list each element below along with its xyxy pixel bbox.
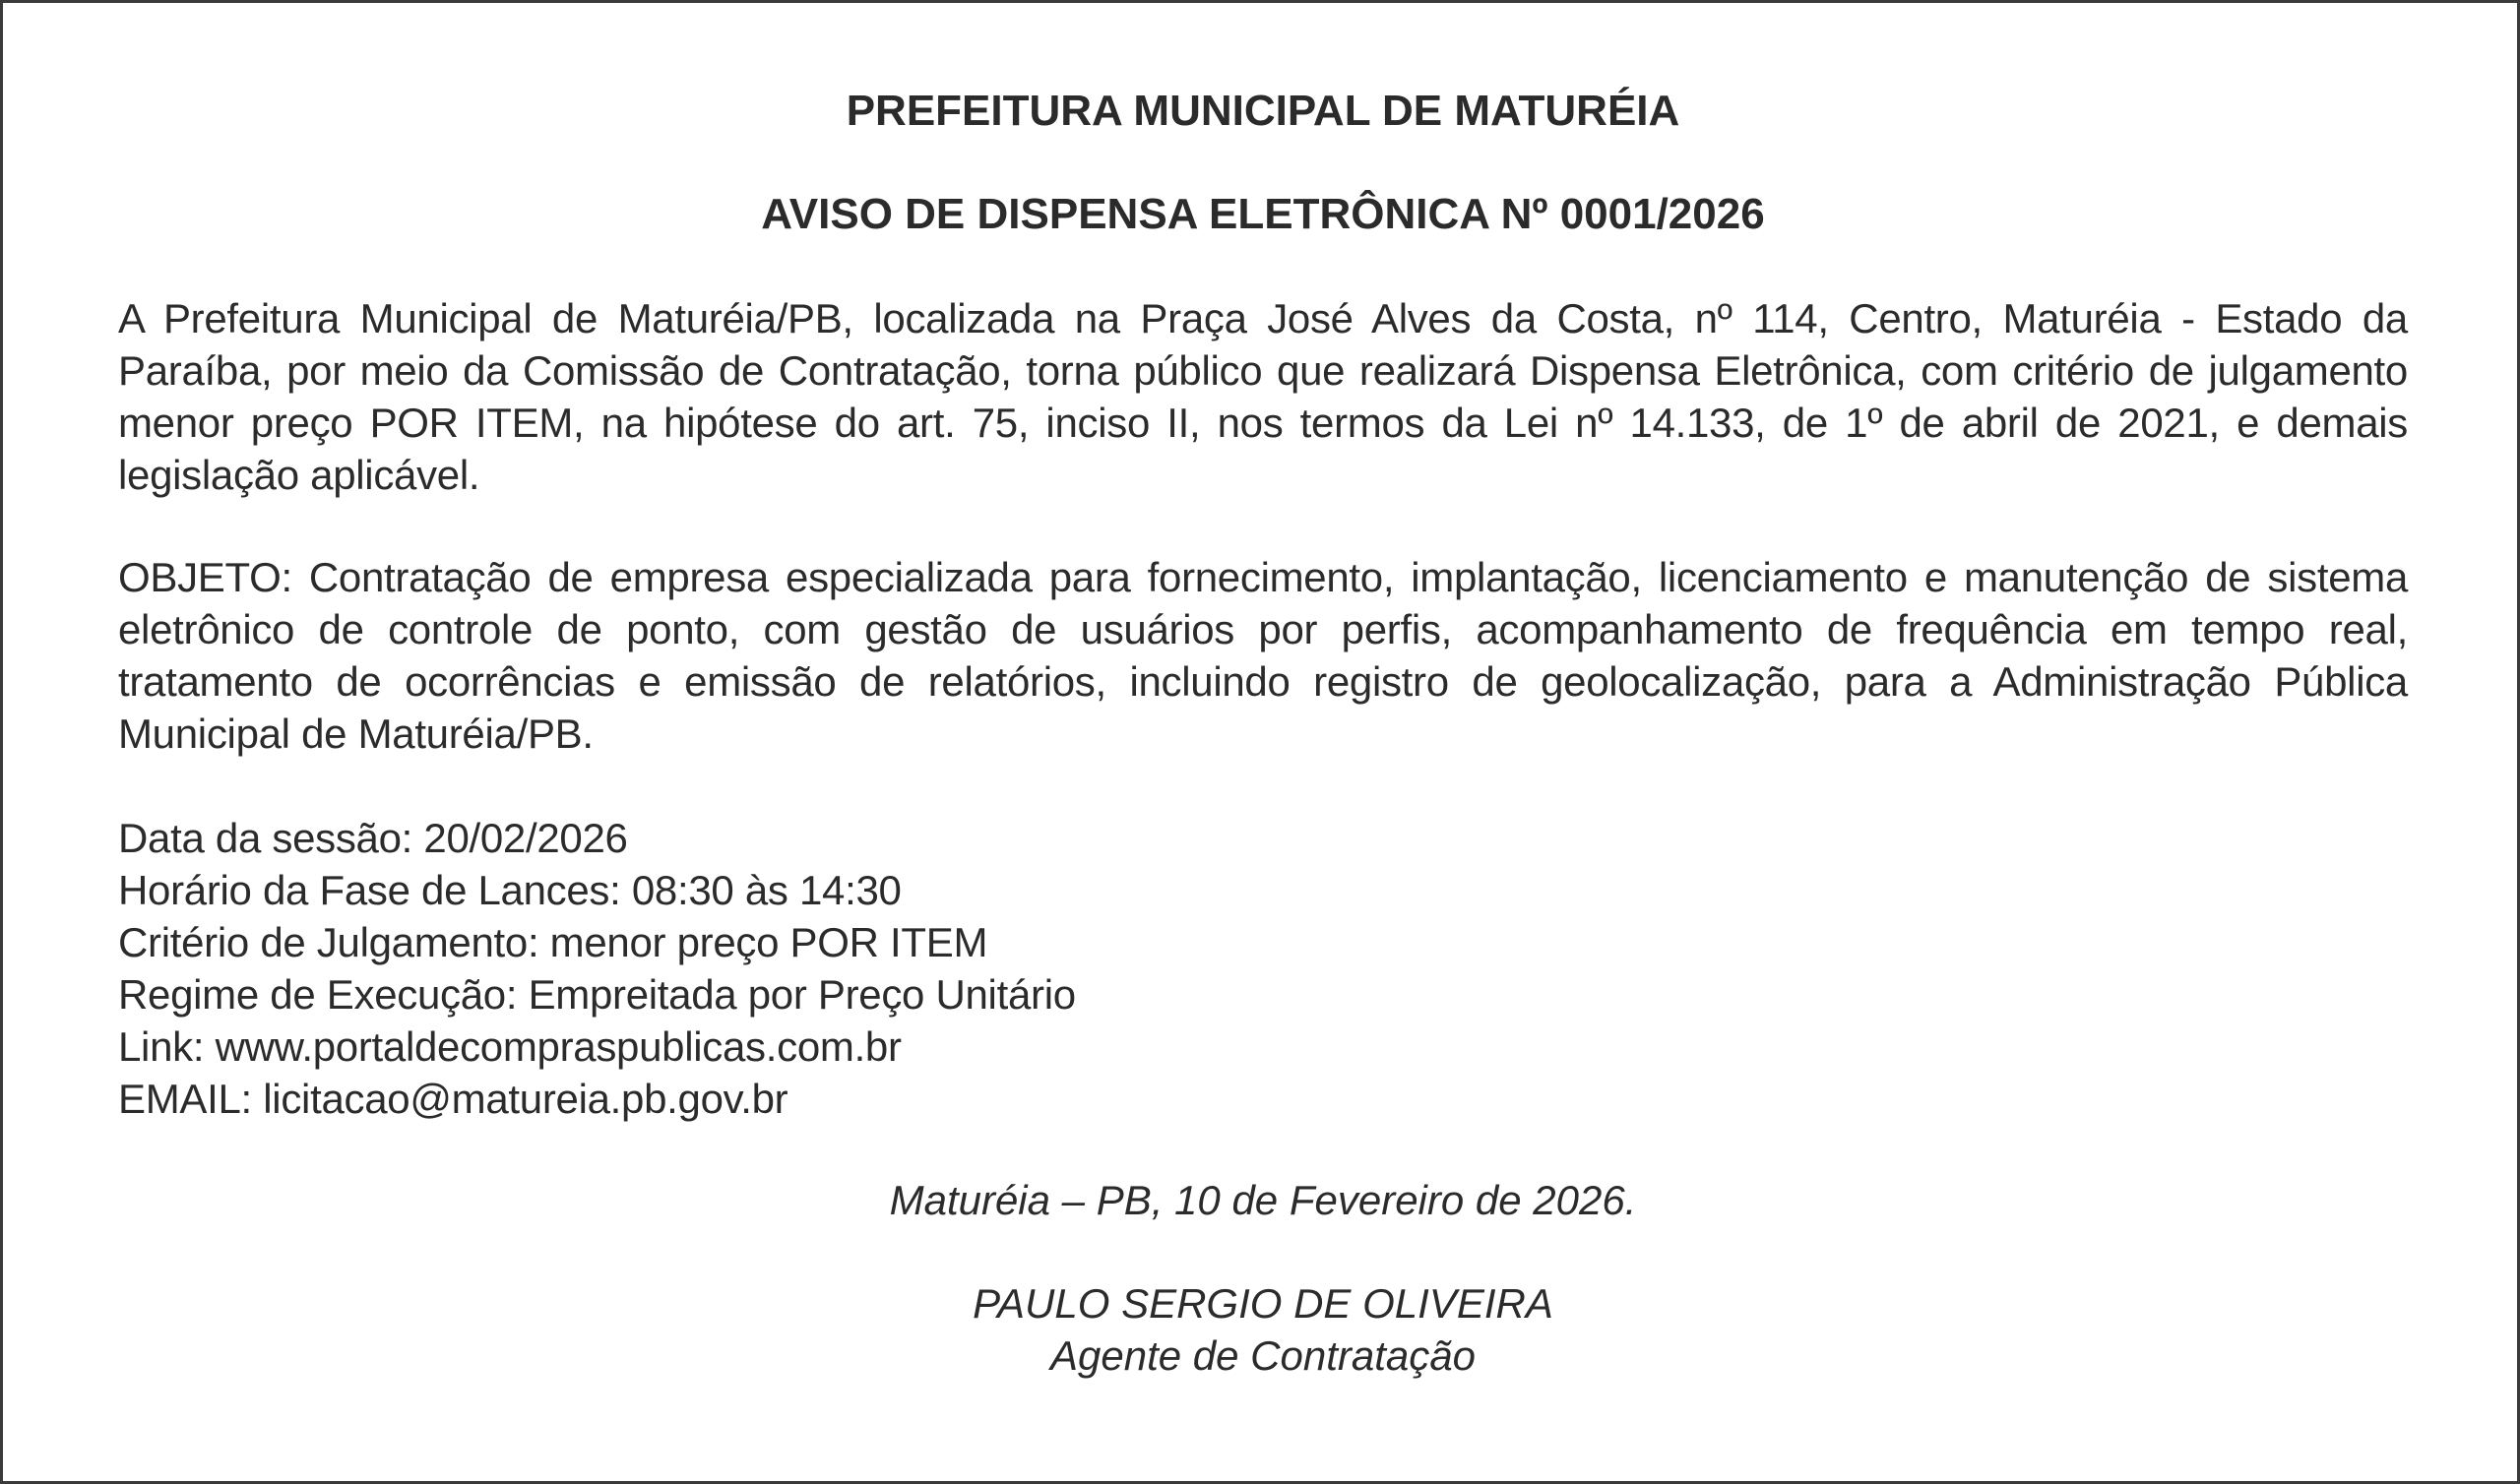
session-details-list xyxy=(118,812,2408,1125)
signer-name: PAULO SERGIO DE OLIVEIRA xyxy=(973,1280,1553,1327)
notice-title: AVISO DE DISPENSA ELETRÔNICA Nº 0001/2026 xyxy=(761,190,1765,238)
email-line: EMAIL: licitacao@matureia.pb.gov.br xyxy=(118,1076,788,1122)
execution-regime-line: Regime de Execução: Empreitada por Preço Unitário xyxy=(118,971,1076,1018)
place-and-date: Maturéia – PB, 10 de Fevereiro de 2026. xyxy=(889,1177,1637,1223)
municipality-title: PREFEITURA MUNICIPAL DE MATURÉIA xyxy=(846,87,1680,135)
object-paragraph: OBJETO: Contratação de empresa especializada para fornecimento, implantação, licenciamento e manutenção de sistema eletrônico de controle de ponto, com gestão de usuários por perfis, acompanhamento de frequência em tempo real, tratamento de ocorrências e emissão de relatórios, incluindo registro de geolocalização, para a Administração Pública Municipal de Maturéia/PB. xyxy=(118,554,2408,757)
session-date-line: Data da sessão: 20/02/2026 xyxy=(118,815,628,861)
judgment-criterion-line: Critério de Julgamento: menor preço POR ITEM xyxy=(118,919,988,965)
intro-paragraph: A Prefeitura Municipal de Maturéia/PB, localizada na Praça José Alves da Costa, nº 114, Centro, Maturéia - Estado da Paraíba, por meio da Comissão de Contratação, torna público que realizará Dispensa Eletrônica, com critério de julgamento menor preço POR ITEM, na hipótese do art. 75, inciso II, nos termos da Lei nº 14.133, de 1º de abril de 2021, e demais legislação aplicável. xyxy=(118,295,2408,498)
bidding-time-line: Horário da Fase de Lances: 08:30 às 14:30 xyxy=(118,867,902,913)
signer-role: Agente de Contratação xyxy=(1050,1332,1476,1379)
portal-link-line: Link: www.portaldecompraspublicas.com.br xyxy=(118,1023,902,1070)
